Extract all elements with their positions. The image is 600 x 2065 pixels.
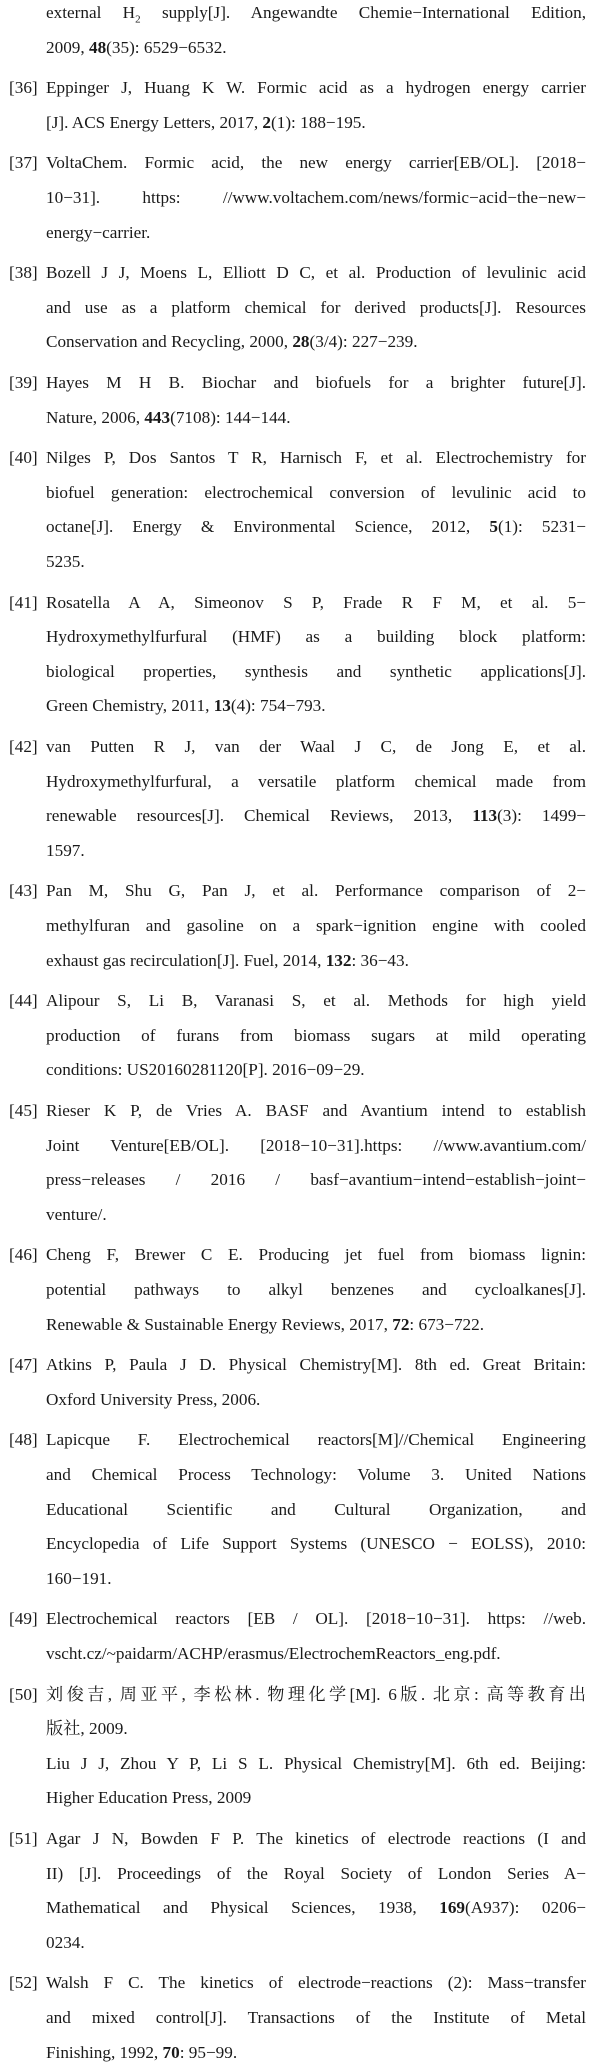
reference-line <box>46 185 586 210</box>
reference-line <box>46 838 586 863</box>
volume-number: 113 <box>472 806 498 826</box>
reference-line <box>46 1133 586 1158</box>
reference-line <box>46 445 586 470</box>
reference-line <box>46 1716 586 1741</box>
volume-number: 70 <box>162 2042 180 2062</box>
reference-text: Atkins P, Paula J D. Physical Chemistry[M]. 8th ed. Great Britain: <box>46 1355 586 1375</box>
reference-text: II) [J]. Proceedings of the Royal Society of London Series A− <box>46 1863 586 1883</box>
reference-line <box>46 110 586 135</box>
reference-text: Finishing, 1992, <box>46 2042 163 2062</box>
reference-line <box>46 803 586 828</box>
reference-text: Hydroxymethylfurfural, a versatile platform chemical made from <box>46 771 586 791</box>
reference-line <box>46 75 586 100</box>
reference-text: van Putten R J, van der Waal J C, de Jong E, et al. <box>46 737 586 756</box>
reference-text: : 36−43. <box>351 950 409 970</box>
reference-text: Electrochemical reactors [EB / OL]. [2018−10−31]. https: //web. <box>46 1609 586 1629</box>
reference-text: Agar J N, Bowden F P. The kinetics of electrode reactions (I and <box>46 1829 586 1848</box>
reference-text: venture/. <box>46 1204 107 1224</box>
reference-line <box>46 1202 586 1227</box>
reference-text: Encyclopedia of Life Support Systems (UNESCO − EOLSS), 2010: <box>46 1534 586 1554</box>
reference-text: press−releases / 2016 / basf−avantium−intend−establish−joint− <box>46 1170 586 1190</box>
reference-text: production of furans from biomass sugars at mild operating <box>46 1025 586 1045</box>
reference-text: (3): 1499− <box>497 806 586 826</box>
volume-number: 48 <box>88 37 107 57</box>
reference-line <box>46 624 586 649</box>
reference-text: supply[J]. Angewandte Chemie−International Edition, <box>140 3 586 22</box>
reference-text: Alipour S, Li B, Varanasi S, et al. Methods for high yield <box>46 991 586 1011</box>
reference-number: [38] <box>9 263 38 283</box>
reference-line <box>46 1312 586 1337</box>
reference-text: (4): 754−793. <box>230 696 326 716</box>
reference-line <box>46 35 586 60</box>
reference-text: 0234. <box>46 1932 85 1952</box>
reference-number: [37] <box>9 153 38 173</box>
reference-line <box>46 913 586 938</box>
reference-text: vscht.cz/~paidarm/ACHP/erasmus/ElectrochemReactors_eng.pdf. <box>46 1643 501 1663</box>
reference-text: Green Chemistry, 2011, <box>46 696 214 716</box>
reference-line <box>46 1682 586 1707</box>
reference-text: Liu J J, Zhou Y P, Li S L. Physical Chemistry[M]. 6th ed. Beijing: <box>46 1753 586 1773</box>
reference-line <box>46 1606 586 1631</box>
reference-number: [47] <box>9 1355 38 1375</box>
reference-number: [39] <box>9 373 38 392</box>
reference-line <box>46 734 586 759</box>
reference-line <box>46 1242 586 1267</box>
reference-line <box>46 590 586 615</box>
reference-line <box>46 1895 586 1920</box>
reference-text: and use as a platform chemical for derived products[J]. Resources <box>46 297 586 317</box>
reference-text: 2009, <box>46 37 89 57</box>
reference-line <box>46 1861 586 1886</box>
reference-line <box>46 988 586 1013</box>
reference-line <box>46 2040 586 2065</box>
reference-text: potential pathways to alkyl benzenes and cycloalkanes[J]. <box>46 1279 586 1299</box>
reference-line <box>46 1826 586 1851</box>
reference-number: [40] <box>9 448 38 468</box>
reference-line <box>46 1057 586 1082</box>
reference-line <box>46 1930 586 1955</box>
reference-text: Pan M, Shu G, Pan J, et al. Performance comparison of 2− <box>46 881 586 901</box>
reference-line <box>46 1352 586 1377</box>
reference-line <box>46 1167 586 1192</box>
reference-line <box>46 878 586 903</box>
reference-number: [45] <box>9 1101 38 1120</box>
reference-line <box>46 769 586 794</box>
reference-text: Eppinger J, Huang K W. Formic acid as a hydrogen energy carrier <box>46 78 586 98</box>
reference-line <box>46 2005 586 2030</box>
volume-number: 169 <box>439 1898 465 1918</box>
reference-text: biofuel generation: electrochemical conversion of levulinic acid to <box>46 482 586 502</box>
reference-line <box>46 480 586 505</box>
reference-text: (3/4): 227−239. <box>309 332 418 352</box>
reference-line <box>46 1785 586 1810</box>
reference-text: Hydroxymethylfurfural (HMF) as a building block platform: <box>46 627 586 647</box>
reference-line <box>46 329 586 354</box>
reference-line <box>46 150 586 175</box>
reference-text: methylfuran and gasoline on a spark−ignition engine with cooled <box>46 915 586 935</box>
reference-text: 10−31]. https: //www.voltachem.com/news/formic−acid−the−new− <box>46 187 586 207</box>
reference-text: octane[J]. Energy & Environmental Science, 2012, <box>46 517 490 537</box>
reference-text: Conservation and Recycling, 2000, <box>46 332 293 352</box>
reference-number: [41] <box>9 592 38 612</box>
reference-text: [J]. ACS Energy Letters, 2017, <box>46 112 263 132</box>
reference-text: and mixed control[J]. Transactions of the Institute of Metal <box>46 2007 586 2027</box>
reference-line <box>46 1566 586 1591</box>
reference-line <box>46 1462 586 1487</box>
reference-text: Joint Venture[EB/OL]. [2018−10−31].https: //www.avantium.com/ <box>46 1135 586 1155</box>
reference-text: Nature, 2006, <box>46 407 145 427</box>
reference-line <box>46 693 586 718</box>
reference-text: Walsh F C. The kinetics of electrode−reactions (2): Mass−transfer <box>46 1973 586 1993</box>
reference-text: VoltaChem. Formic acid, the new energy carrier[EB/OL]. [2018− <box>46 153 586 173</box>
reference-text: Bozell J J, Moens L, Elliott D C, et al. Production of levulinic acid <box>46 263 586 283</box>
reference-line <box>46 1098 586 1123</box>
reference-line <box>46 1970 586 1995</box>
reference-text: (35): 6529−6532. <box>106 37 227 57</box>
reference-text: Renewable & Sustainable Energy Reviews, 2017, <box>46 1314 393 1334</box>
reference-text: Hayes M H B. Biochar and biofuels for a brighter future[J]. <box>46 373 586 392</box>
reference-text: Higher Education Press, 2009 <box>46 1788 252 1808</box>
reference-line <box>46 1387 586 1412</box>
volume-number: 72 <box>392 1314 410 1334</box>
reference-line <box>46 514 586 539</box>
reference-text: (1): 188−195. <box>271 112 366 132</box>
reference-text: Oxford University Press, 2006. <box>46 1389 261 1409</box>
reference-text: and Chemical Process Technology: Volume 3. United Nations <box>46 1464 586 1484</box>
volume-number: 132 <box>325 950 352 970</box>
reference-line <box>46 260 586 285</box>
reference-text: (1): 5231− <box>497 517 586 537</box>
reference-text: Lapicque F. Electrochemical reactors[M]//Chemical Engineering <box>46 1430 586 1450</box>
reference-line <box>46 1531 586 1556</box>
volume-number: 2 <box>262 112 272 132</box>
reference-text: Mathematical and Physical Sciences, 1938, <box>46 1898 440 1918</box>
reference-text: 1597. <box>46 840 85 860</box>
reference-number: [49] <box>9 1609 38 1629</box>
reference-text: conditions: US20160281120[P]. 2016−09−29. <box>46 1060 365 1080</box>
reference-number: [52] <box>9 1973 38 1993</box>
reference-line <box>46 1023 586 1048</box>
reference-text: Cheng F, Brewer C E. Producing jet fuel from biomass lignin: <box>46 1245 586 1265</box>
reference-text: Educational Scientific and Cultural Organization, and <box>46 1499 586 1519</box>
reference-line <box>46 295 586 320</box>
reference-text: (7108): 144−144. <box>170 407 291 427</box>
reference-text: energy−carrier. <box>46 222 151 242</box>
volume-number: 28 <box>292 332 310 352</box>
reference-number: [51] <box>9 1829 38 1848</box>
reference-number: [50] <box>9 1684 38 1704</box>
reference-text: 版社, 2009. <box>46 1719 128 1739</box>
reference-line <box>46 1751 586 1776</box>
volume-number: 443 <box>144 407 171 427</box>
reference-line <box>46 405 586 430</box>
reference-number: [44] <box>9 991 38 1011</box>
reference-line <box>46 220 586 245</box>
reference-number: [46] <box>9 1245 38 1265</box>
reference-number: [43] <box>9 881 38 901</box>
volume-number: 13 <box>213 696 231 716</box>
reference-text: : 673−722. <box>409 1314 485 1334</box>
reference-line <box>46 549 586 574</box>
reference-number: [48] <box>9 1430 38 1450</box>
reference-text: (A937): 0206− <box>465 1898 586 1918</box>
reference-number: [36] <box>9 78 38 98</box>
reference-text: 刘俊吉, 周亚平, 李松林. 物理化学[M]. 6版. 北京: 高等教育出 <box>46 1684 586 1704</box>
reference-line <box>46 0 586 25</box>
reference-line <box>46 1497 586 1522</box>
reference-line <box>46 1277 586 1302</box>
reference-text: renewable resources[J]. Chemical Reviews, 2013, <box>46 806 473 826</box>
reference-text: Rosatella A A, Simeonov S P, Frade R F M, et al. 5− <box>46 592 586 612</box>
reference-line <box>46 370 586 395</box>
reference-text: Nilges P, Dos Santos T R, Harnisch F, et al. Electrochemistry for <box>46 448 586 468</box>
volume-number: 5 <box>489 517 498 537</box>
reference-number: [42] <box>9 737 38 756</box>
reference-text: biological properties, synthesis and synthetic applications[J]. <box>46 661 586 681</box>
reference-text: : 95−99. <box>179 2042 238 2062</box>
subscript-text: 2 <box>135 13 141 26</box>
reference-line <box>46 1427 586 1452</box>
reference-text: external H <box>46 3 136 22</box>
reference-line <box>46 1641 586 1666</box>
reference-text: Rieser K P, de Vries A. BASF and Avantium intend to establish <box>46 1101 586 1120</box>
reference-text: 160−191. <box>46 1568 112 1588</box>
reference-line <box>46 948 586 973</box>
reference-text: exhaust gas recirculation[J]. Fuel, 2014, <box>46 950 326 970</box>
reference-text: 5235. <box>46 551 85 571</box>
reference-line <box>46 659 586 684</box>
